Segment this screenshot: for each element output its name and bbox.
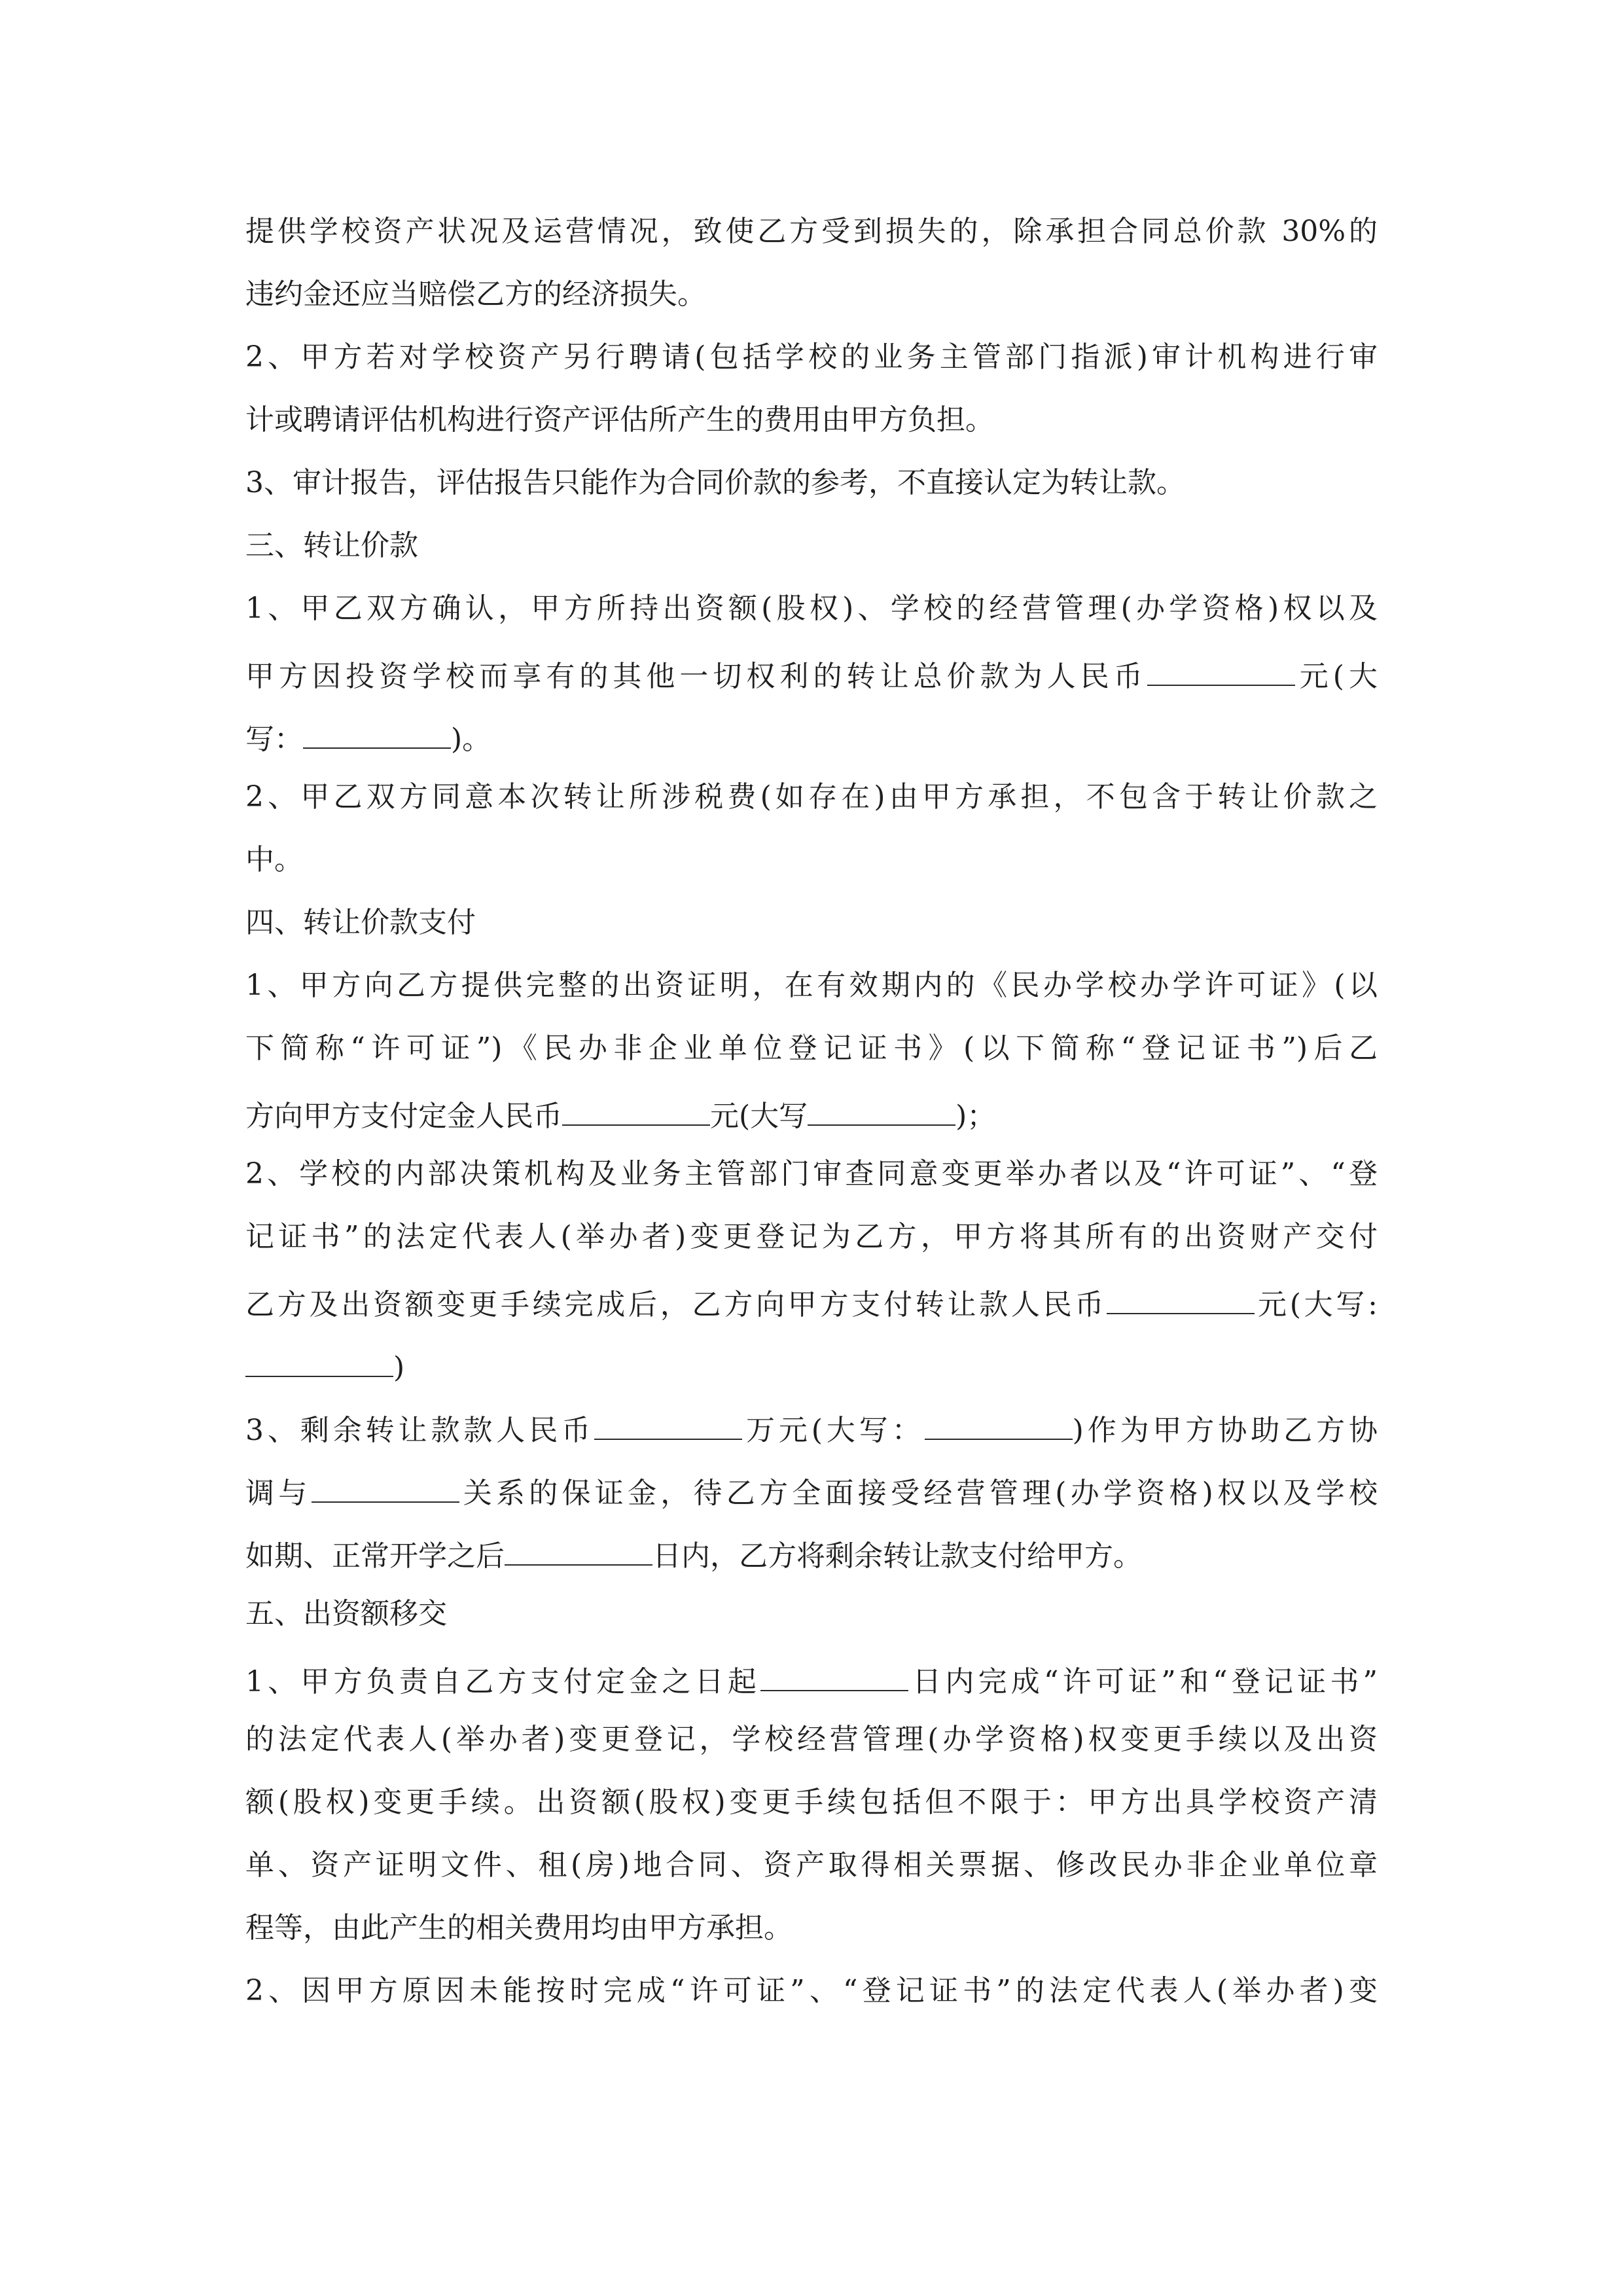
text-segment: 五、出资额移交 — [245, 1597, 447, 1630]
text-segment: 2、甲方若对学校资产另行聘请(包括学校的业务主管部门指派)审计机构进行审 — [245, 340, 1378, 374]
text-line — [245, 1911, 1378, 1945]
text-segment: 关系的保证金，待乙方全面接受经营管理(办学资格)权以及学校 — [459, 1476, 1378, 1510]
text-segment: )作为甲方协助乙方协 — [1072, 1413, 1378, 1447]
text-segment: 2、因甲方原因未能按时完成“许可证”、“登记证书”的法定代表人(举办者)变 — [245, 1974, 1378, 2007]
text-line — [245, 594, 1378, 623]
text-line — [245, 403, 1378, 437]
text-line — [245, 1597, 1378, 1630]
fill-in-blank — [245, 1348, 393, 1377]
text-segment: 日内，乙方将剩余转让款支付给甲方。 — [652, 1539, 1142, 1573]
text-segment: 提供学校资产状况及运营情况，致使乙方受到损失的，除承担合同总价款 30%的 — [245, 215, 1378, 248]
text-segment: 1、甲方负责自乙方支付定金之日起 — [245, 1664, 761, 1698]
text-segment: 中。 — [245, 843, 303, 876]
text-segment: 下简称“许可证”)《民办非企业单位登记证书》(以下简称“登记证书”)后乙 — [245, 1031, 1378, 1065]
text-segment: 乙方及出资额变更手续完成后，乙方向甲方支付转让款人民币 — [245, 1287, 1107, 1321]
text-segment: 日内完成“许可证”和“登记证书” — [908, 1664, 1378, 1698]
text-line — [245, 1097, 1378, 1131]
text-line — [245, 1220, 1378, 1253]
text-line — [245, 217, 1378, 246]
fill-in-blank — [562, 1097, 710, 1126]
text-line — [245, 1157, 1378, 1191]
text-line — [245, 908, 1378, 937]
fill-in-blank — [1107, 1285, 1255, 1314]
text-segment: 2、学校的内部决策机构及业务主管部门审查同意变更举办者以及“许可证”、“登 — [245, 1157, 1378, 1191]
text-segment: 1、甲乙双方确认，甲方所持出资额(股权)、学校的经营管理(办学资格)权以及 — [245, 592, 1378, 625]
text-line — [245, 531, 1378, 560]
text-segment: 四、转让价款支付 — [245, 906, 476, 939]
fill-in-blank — [312, 1474, 459, 1503]
text-segment: 1、甲方向乙方提供完整的出资证明，在有效期内的《民办学校办学许可证》(以 — [245, 969, 1378, 1002]
text-line — [245, 1974, 1378, 2007]
fill-in-blank — [1147, 657, 1295, 686]
text-segment: 万元(大写： — [742, 1413, 925, 1447]
text-segment: 程等，由此产生的相关费用均由甲方承担。 — [245, 1911, 793, 1945]
text-line — [245, 280, 1378, 309]
fill-in-blank — [505, 1537, 652, 1566]
fill-in-blank — [808, 1097, 955, 1126]
text-segment: 单、资产证明文件、租(房)地合同、资产取得相关票据、修改民办非企业单位章 — [245, 1848, 1378, 1882]
text-line — [245, 780, 1378, 814]
text-segment: 违约金还应当赔偿乙方的经济损失。 — [245, 278, 706, 311]
text-line — [245, 657, 1378, 691]
text-line — [245, 1725, 1378, 1754]
text-segment: 写： — [245, 722, 303, 756]
text-segment: 元(大写 — [710, 1099, 808, 1133]
text-line — [245, 1662, 1378, 1696]
text-line — [245, 1537, 1378, 1571]
text-line — [245, 843, 1378, 876]
text-segment: 元(大 — [1294, 659, 1378, 693]
text-line — [245, 1474, 1378, 1508]
text-segment: )。 — [451, 722, 491, 756]
text-line — [245, 1285, 1378, 1319]
text-segment: 计或聘请评估机构进行资产评估所产生的费用由甲方负担。 — [245, 403, 994, 437]
text-line — [245, 971, 1378, 1000]
text-segment: 记证书”的法定代表人(举办者)变更登记为乙方，甲方将其所有的出资财产交付 — [245, 1220, 1378, 1253]
text-line — [245, 340, 1378, 374]
fill-in-blank — [303, 720, 451, 749]
fill-in-blank — [594, 1411, 742, 1440]
text-segment: ) — [393, 1350, 405, 1384]
text-line — [245, 466, 1378, 499]
text-line — [245, 1031, 1378, 1065]
text-segment: 调与 — [245, 1476, 312, 1510]
text-segment: 三、转让价款 — [245, 529, 418, 562]
text-segment: )； — [955, 1099, 996, 1133]
text-line — [245, 1848, 1378, 1882]
fill-in-blank — [925, 1411, 1073, 1440]
text-segment: 额(股权)变更手续。出资额(股权)变更手续包括但不限于：甲方出具学校资产清 — [245, 1785, 1378, 1819]
text-line — [245, 720, 1378, 754]
text-line — [245, 1348, 1378, 1382]
text-segment: 元(大写: — [1255, 1287, 1378, 1321]
text-line — [245, 1411, 1378, 1445]
text-segment: 方向甲方支付定金人民币 — [245, 1099, 562, 1133]
text-segment: 2、甲乙双方同意本次转让所涉税费(如存在)由甲方承担，不包含于转让价款之 — [245, 780, 1378, 814]
text-segment: 甲方因投资学校而享有的其他一切权利的转让总价款为人民币 — [245, 659, 1147, 693]
text-line — [245, 1785, 1378, 1819]
text-segment: 3、剩余转让款款人民币 — [245, 1413, 595, 1447]
text-segment: 如期、正常开学之后 — [245, 1539, 505, 1573]
text-segment: 的法定代表人(举办者)变更登记，学校经营管理(办学资格)权变更手续以及出资 — [245, 1723, 1378, 1756]
fill-in-blank — [760, 1662, 908, 1691]
text-segment: 3、审计报告，评估报告只能作为合同价款的参考，不直接认定为转让款。 — [245, 466, 1185, 499]
